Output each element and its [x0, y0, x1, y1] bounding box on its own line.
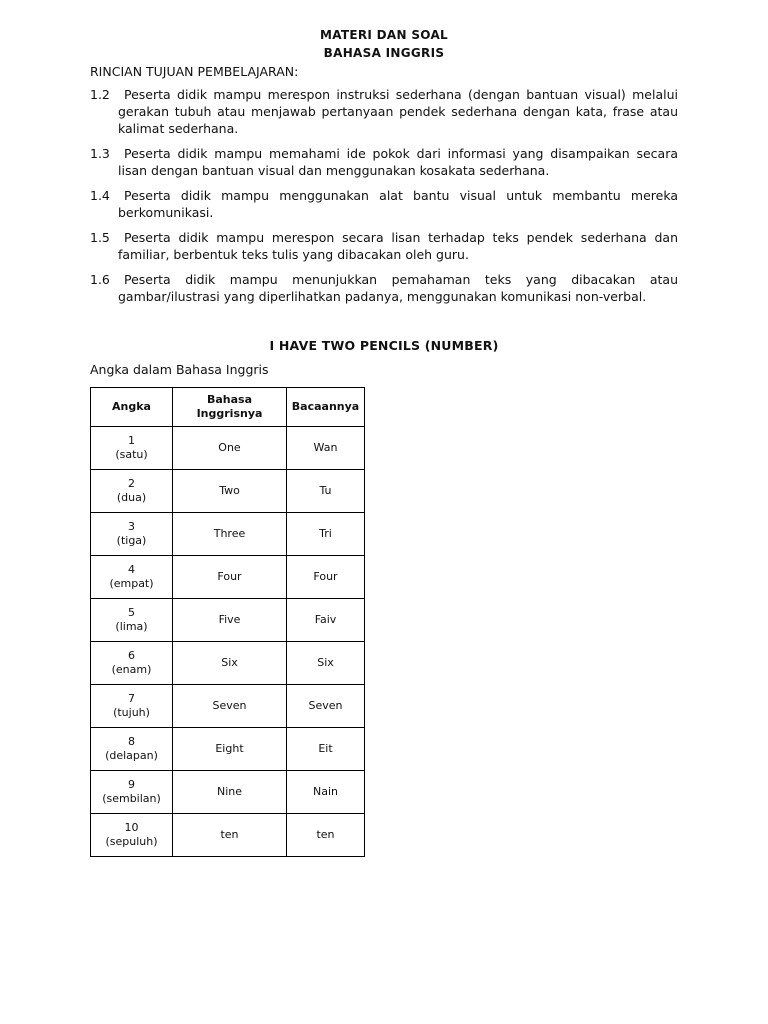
cell-reading: Faiv	[287, 599, 365, 642]
cell-english: One	[173, 427, 287, 470]
cell-angka	[91, 771, 173, 814]
cell-word: (sembilan)	[102, 792, 161, 805]
objective-text: Peserta didik mampu merespon secara lisan terhadap teks pendek sederhana dan familiar, berbentuk teks tulis yang dibacakan oleh guru.	[118, 230, 678, 262]
header-bacaan: Bacaannya	[287, 388, 365, 427]
table-row	[91, 771, 365, 814]
objective-number: 1.2	[90, 87, 110, 102]
cell-digit: 4	[128, 563, 135, 576]
cell-word: (satu)	[115, 448, 148, 461]
cell-word: (lima)	[115, 620, 148, 633]
cell-english: Nine	[173, 771, 287, 814]
cell-angka	[91, 556, 173, 599]
lesson-heading: I HAVE TWO PENCILS (NUMBER)	[269, 338, 499, 353]
cell-angka	[91, 599, 173, 642]
header-inggris-line2: Inggrisnya	[196, 407, 263, 420]
cell-angka	[91, 814, 173, 857]
cell-angka	[91, 427, 173, 470]
cell-reading: Six	[287, 642, 365, 685]
cell-english: Two	[173, 470, 287, 513]
objective-item	[90, 86, 678, 137]
cell-digit: 3	[128, 520, 135, 533]
cell-word: (sepuluh)	[105, 835, 158, 848]
lesson-intro: Angka dalam Bahasa Inggris	[90, 362, 269, 377]
cell-word: (tujuh)	[113, 706, 150, 719]
cell-digit: 6	[128, 649, 135, 662]
objective-text: Peserta didik mampu merespon instruksi sederhana (dengan bantuan visual) melalui gerakan tubuh atau menjawab pertanyaan pendek sederhana dengan kata, frase atau kalimat sederhana.	[118, 87, 678, 136]
cell-reading: Tri	[287, 513, 365, 556]
cell-word: (enam)	[111, 663, 152, 676]
cell-reading: Tu	[287, 470, 365, 513]
table-row	[91, 728, 365, 771]
cell-digit: 9	[128, 778, 135, 791]
objective-number: 1.4	[90, 188, 110, 203]
cell-english: Three	[173, 513, 287, 556]
cell-reading: ten	[287, 814, 365, 857]
table-row	[91, 642, 365, 685]
cell-reading: Four	[287, 556, 365, 599]
cell-angka	[91, 728, 173, 771]
objective-text: Peserta didik mampu menunjukkan pemahaman teks yang dibacakan atau gambar/ilustrasi yang diperlihatkan padanya, menggunakan komunikasi non-verbal.	[118, 272, 678, 304]
objective-text: Peserta didik mampu memahami ide pokok dari informasi yang disampaikan secara lisan dengan bantuan visual dan menggunakan kosakata sederhana.	[118, 146, 678, 178]
objective-item	[90, 187, 678, 221]
cell-angka	[91, 685, 173, 728]
cell-reading: Wan	[287, 427, 365, 470]
table-row	[91, 685, 365, 728]
cell-digit: 2	[128, 477, 135, 490]
cell-english: Five	[173, 599, 287, 642]
table-header-row	[91, 388, 365, 427]
cell-word: (delapan)	[105, 749, 158, 762]
table-row	[91, 427, 365, 470]
numbers-table	[90, 387, 365, 857]
cell-digit: 8	[128, 735, 135, 748]
header-bahasa-inggris	[173, 388, 287, 427]
cell-reading: Seven	[287, 685, 365, 728]
table-row	[91, 556, 365, 599]
cell-english: Four	[173, 556, 287, 599]
table-row	[91, 599, 365, 642]
objective-number: 1.6	[90, 272, 110, 287]
cell-digit: 10	[124, 821, 139, 834]
cell-angka	[91, 513, 173, 556]
cell-reading: Eit	[287, 728, 365, 771]
cell-word: (empat)	[109, 577, 154, 590]
cell-digit: 7	[128, 692, 135, 705]
cell-digit: 1	[128, 434, 135, 447]
objective-item	[90, 145, 678, 179]
cell-english: ten	[173, 814, 287, 857]
document-subtitle: BAHASA INGGRIS	[323, 46, 445, 60]
objective-item	[90, 229, 678, 263]
table-row	[91, 513, 365, 556]
objective-number: 1.5	[90, 230, 110, 245]
cell-english: Six	[173, 642, 287, 685]
cell-english: Seven	[173, 685, 287, 728]
objective-item	[90, 271, 678, 305]
table-row	[91, 814, 365, 857]
objectives-label: RINCIAN TUJUAN PEMBELAJARAN:	[90, 64, 299, 79]
objective-text: Peserta didik mampu menggunakan alat bantu visual untuk membantu mereka berkomunikasi.	[118, 188, 678, 220]
cell-digit: 5	[128, 606, 135, 619]
cell-angka	[91, 470, 173, 513]
table-row	[91, 470, 365, 513]
cell-angka	[91, 642, 173, 685]
objective-number: 1.3	[90, 146, 110, 161]
header-angka: Angka	[91, 388, 173, 427]
document-title: MATERI DAN SOAL	[320, 28, 448, 42]
header-inggris-line1: Bahasa	[206, 393, 253, 406]
cell-reading: Nain	[287, 771, 365, 814]
objectives-list	[90, 86, 678, 313]
cell-english: Eight	[173, 728, 287, 771]
cell-word: (dua)	[116, 491, 147, 504]
cell-word: (tiga)	[116, 534, 147, 547]
